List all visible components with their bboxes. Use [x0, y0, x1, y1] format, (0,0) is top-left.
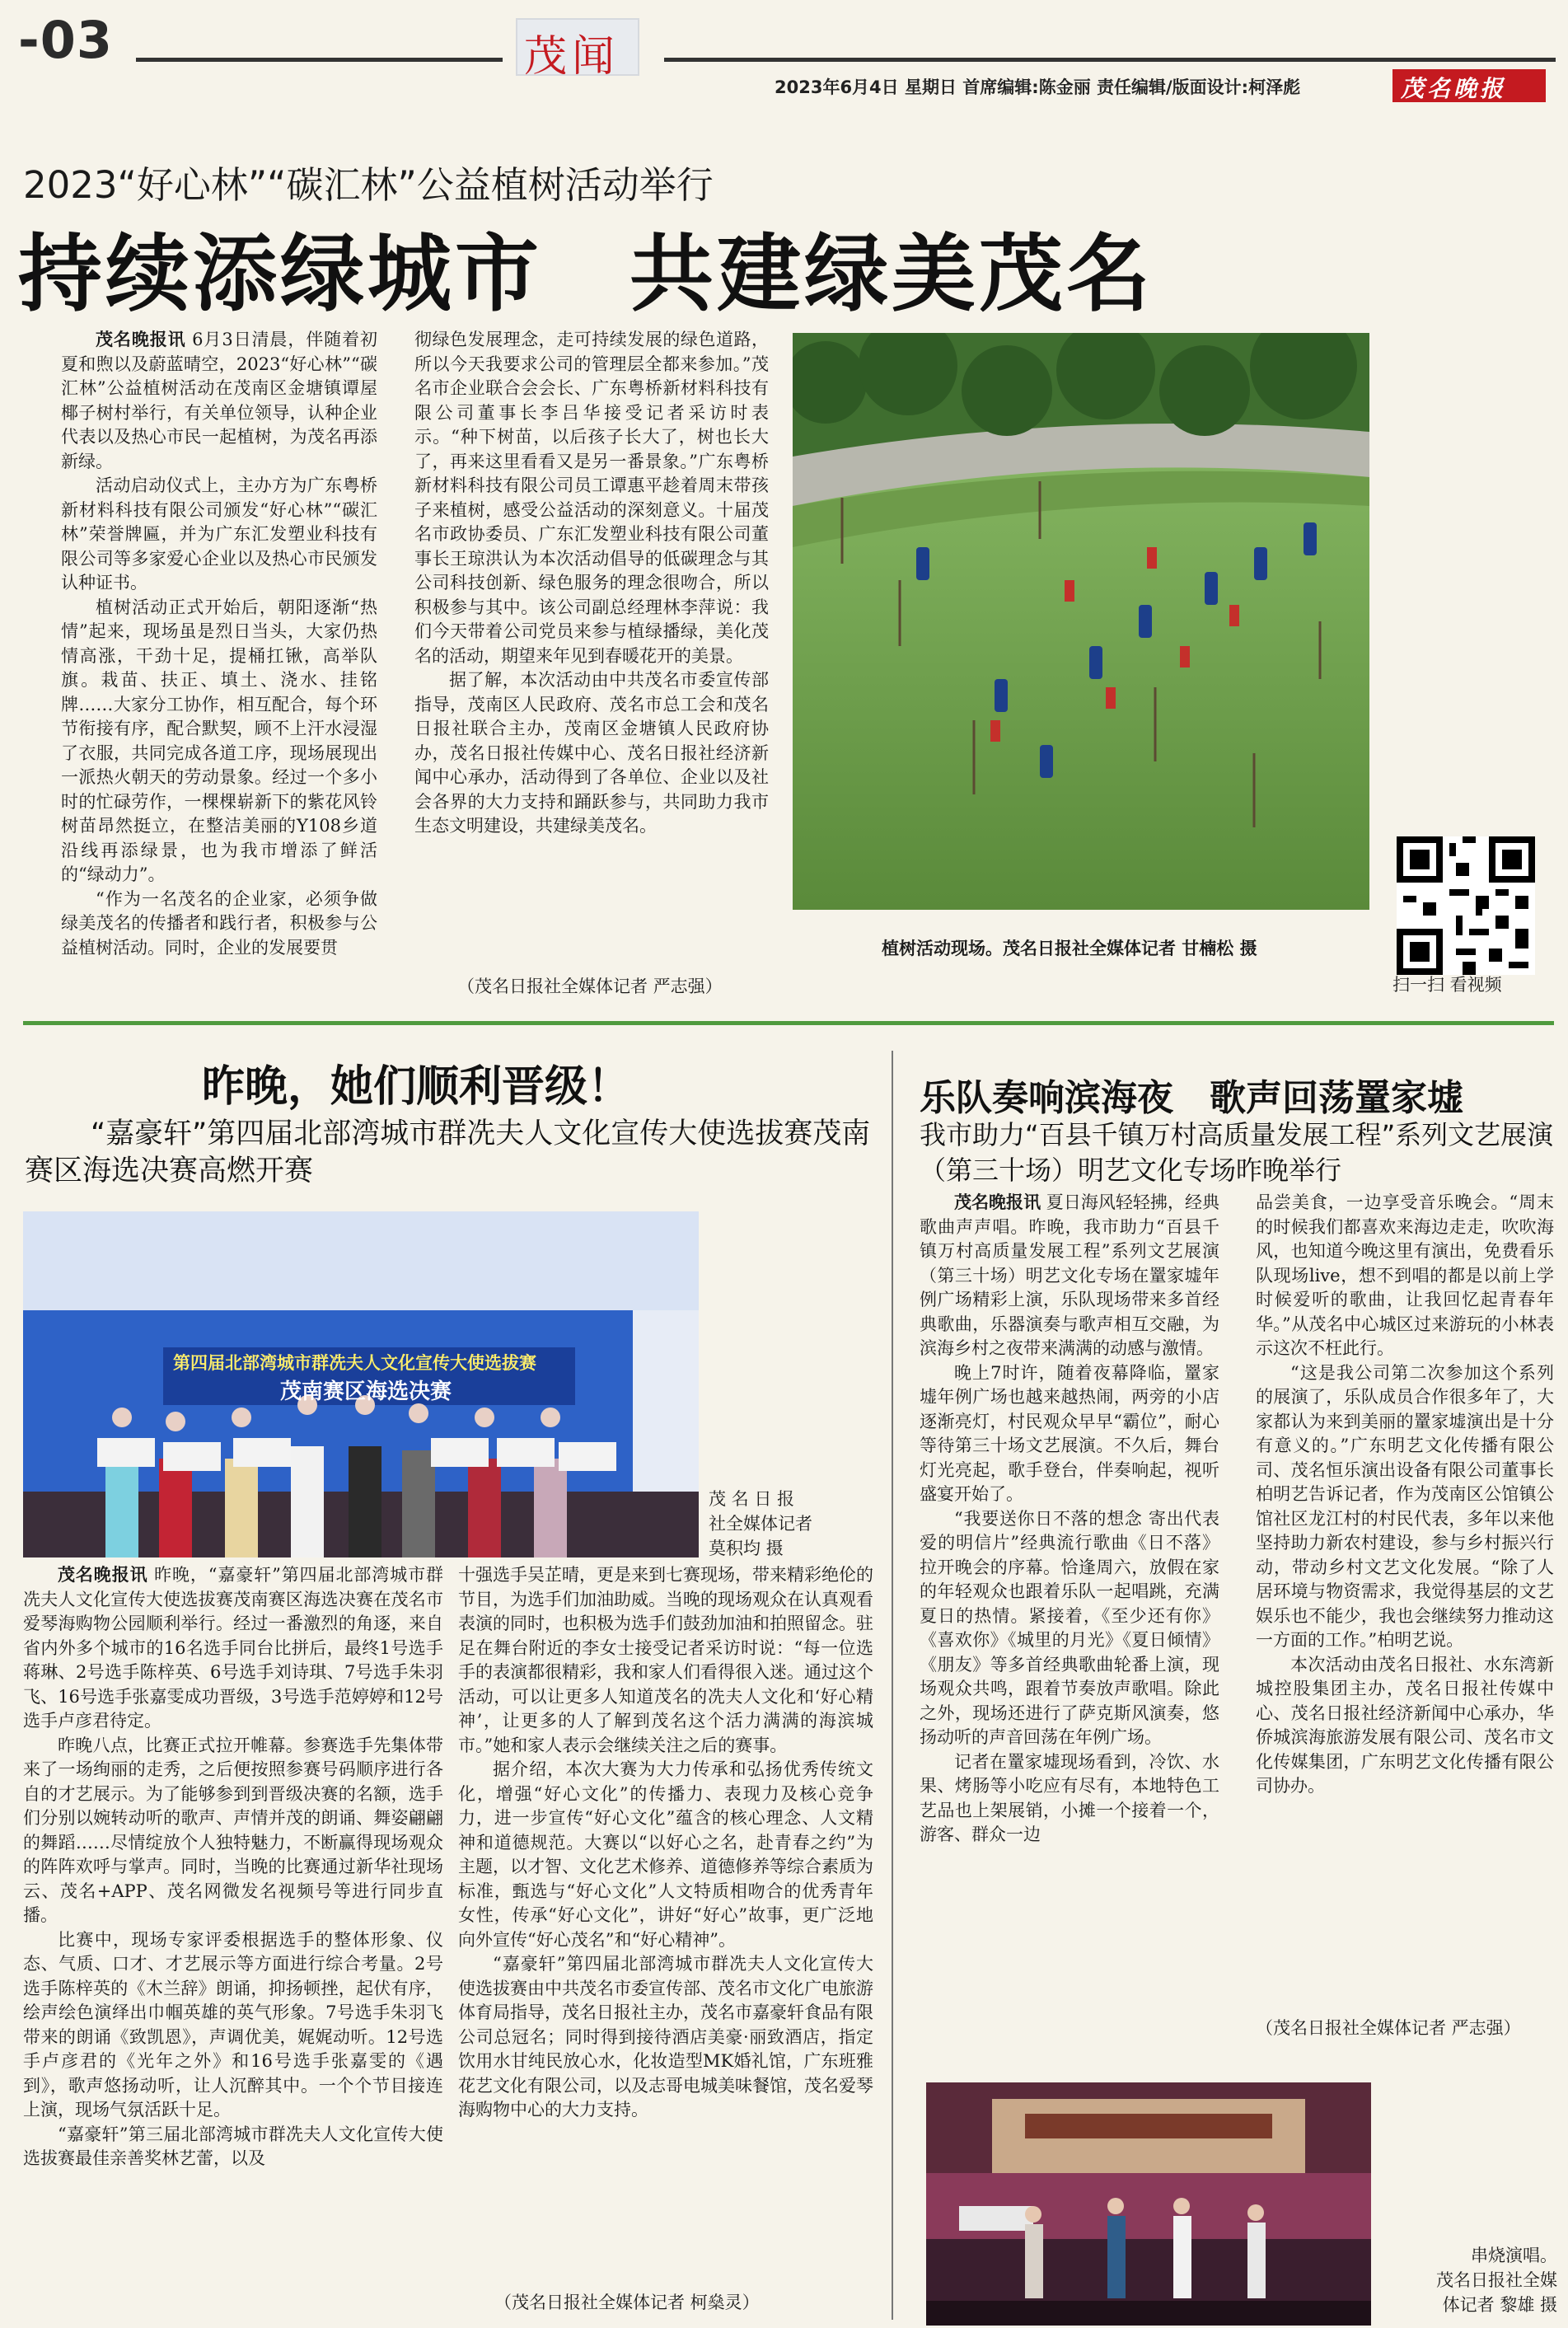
dateline: 茂名晚报讯 — [96, 330, 186, 349]
qr-code[interactable] — [1397, 836, 1535, 975]
paragraph: 活动启动仪式上，主办方为广东粤桥新材料科技有限公司颁发“好心林”“碳汇林”荣誉牌匾，并为广东汇发塑业科技有限公司等多家爱心企业以及热心市民颁发认种证书。 — [61, 475, 377, 593]
section-title: 茂闻 — [524, 32, 620, 82]
paragraph: 比赛中，现场专家评委根据选手的整体形象、仪态、气质、口才、才艺展示等方面进行综合考量。2号选手陈梓英的《木兰辞》朗诵，抑扬顿挫，起伏有序，绘声绘色演绎出巾帼英雄的英气形象。7号选手朱羽飞带来的朗诵《致凯恩》，声调优美，娓娓动听。12号选手卢彦君的《光年之外》和16号选手张嘉雯的《遇到》，歌声悠扬动听，让人沉醉其中。一个个节目接连上演，现场气氛活跃十足。 — [23, 1929, 443, 2120]
dateline: 茂名晚报讯 — [954, 1192, 1041, 1212]
paragraph: “我要送你日不落的想念 寄出代表爱的明信片”经典流行歌曲《日不落》拉开晚会的序幕。恰逢周六，放假在家的年轻观众也跟着乐队一起唱跳，充满夏日的热情。紧接着，《至少还有你》《喜欢你》《城里的月光》《夏日倾情》《朋友》等多首经典歌曲轮番上演，现场观众共鸣，跟着节奏放声歌唱。除此之外，现场还进行了萨克斯风演奏，悠扬动听的声音回荡在年例广场。 — [920, 1508, 1219, 1747]
paragraph: 记者在罿家墟现场看到，冷饮、水果、烤肠等小吃应有尽有，本地特色工艺品也上架展销，小摊一个接着一个，游客、群众一边 — [920, 1751, 1219, 1844]
article2-headline: 昨晚，她们顺利晋级！ — [202, 1062, 631, 1112]
article3-column-2 — [1256, 1191, 1554, 2015]
paragraph: 昨晚八点，比赛正式拉开帷幕。参赛选手先集体带来了一场绚丽的走秀，之后便按照参赛号码顺序进行各自的才艺展示。为了能够参到到晋级决赛的名额，选手们分别以婉转动听的歌声、声情并茂的朗诵、舞姿翩翩的舞蹈……尽情绽放个人独特魅力，不断赢得现场观众的阵阵欢呼与掌声。同时，当晚的比赛通过新华社现场云、茂名+APP、茂名网微发名视频号等进行同步直播。 — [23, 1735, 443, 1925]
article1-column-2 — [414, 328, 769, 971]
paragraph: 夏日海风轻轻拂，经典歌曲声声唱。昨晚，我市助力“百县千镇万村高质量发展工程”系列文艺展演（第三十场）明艺文化专场在罿家墟年例广场精彩上演，乐队现场带来多首经典歌曲，乐器演奏与歌声相互交融，为滨海乡村之夜带来满满的动感与激情。 — [920, 1192, 1219, 1358]
issue-info: 2023年6月4日 星期日 首席编辑:陈金丽 责任编辑/版面设计:柯泽彪 — [775, 77, 1301, 97]
planting-photo — [793, 333, 1369, 910]
paragraph: 十强选手吴芷晴，更是来到七赛现场，带来精彩绝伦的节目，为选手们加油助威。当晚的现场观众在认真观看表演的同时，也积极为选手们鼓劲加油和拍照留念。驻足在舞台附近的李女士接受记者采访时说：“每一位选手的表演都很精彩，我和家人们看得很入迷。通过这个活动，可以让更多人知道茂名的冼夫人文化和‘好心精神’，让更多的人了解到茂名这个活力满满的海滨城市。”她和家人表示会继续关注之后的赛事。 — [458, 1565, 873, 1755]
paragraph: 6月3日清晨，伴随着初夏和煦以及蔚蓝晴空，2023“好心林”“碳汇林”公益植树活动在茂南区金塘镇谭屋椰子树村举行，有关单位领导，认种企业代表以及热心市民一起植树，为茂名再添新绿。 — [61, 330, 377, 471]
masthead-text: 茂名晚报 — [1401, 75, 1507, 102]
section-divider — [23, 1021, 1554, 1025]
band-photo-caption — [1392, 2243, 1557, 2317]
page-number: -03 — [18, 10, 114, 70]
paragraph: “这是我公司第二次参加这个系列的展演了，乐队成员合作很多年了，大家都认为来到美丽的罿家墟演出是十分有意义的。”广东明艺文化传播有限公司、茂名恒乐演出设备有限公司董事长柏明艺告诉记者，作为茂南区公馆镇公馆社区龙江村的村民代表，多年以来他坚持助力新农村建设，参与乡村振兴行动，带动乡村文艺文化发展。“除了人居环境与物资需求，我觉得基层的文艺娱乐也不能少，我也会继续努力推动这一方面的工作。”柏明艺说。 — [1256, 1362, 1554, 1650]
article2-byline: （茂名日报社全媒体记者 柯燊灵） — [494, 2293, 760, 2312]
caption-line: 串烧演唱。 — [1471, 2246, 1557, 2265]
paragraph: 据了解，本次活动由中共茂名市委宣传部指导，茂南区人民政府、茂名市总工会和茂名日报社联合主办，茂南区金塘镇人民政府协办，茂名日报社传媒中心、茂名日报社经济新闻中心承办，活动得到了各单位、企业以及社会各界的大力支持和踊跃参与，共同助力我市生态文明建设，共建绿美茂名。 — [414, 670, 769, 836]
paragraph: “嘉豪轩”第三届北部湾城市群冼夫人文化宣传大使选拔赛最佳亲善奖林艺蕾，以及 — [23, 2124, 443, 2168]
paragraph: 昨晚，“嘉豪轩”第四届北部湾城市群冼夫人文化宣传大使选拔赛茂南赛区海选决赛在茂名市爱琴海购物公园顺利举行。经过一番激烈的角逐，来自省内外多个城市的16名选手同台比拼后，最终1号选手蒋琳、2号选手陈梓英、6号选手刘诗琪、7号选手朱羽飞、16号选手张嘉雯成功晋级，3号选手范婷婷和12号选手卢彦君待定。 — [23, 1565, 443, 1731]
pageant-banner-title: 第四届北部湾城市群冼夫人文化宣传大使选拔赛 — [173, 1353, 536, 1373]
paragraph: 本次活动由茂名日报社、水东湾新城控股集团主办，茂名日报社传媒中心、茂名日报社经济新闻中心承办，华侨城滨海旅游发展有限公司、茂名市文化传媒集团，广东明艺文化传播有限公司协办。 — [1256, 1654, 1554, 1796]
planting-photo-caption: 植树活动现场。茂名日报社全媒体记者 甘楠松 摄 — [882, 939, 1257, 958]
header-rule-left — [136, 58, 503, 62]
article1-headline: 持续添绿城市 共建绿美茂名 — [18, 226, 1154, 324]
caption-line: 茂 名 日 报 — [709, 1489, 795, 1509]
paragraph: 晚上7时许，随着夜幕降临，罿家墟年例广场也越来越热闹，两旁的小店逐渐亮灯，村民观众早早“霸位”，耐心等待第三十场文艺展演。不久后，舞台灯光亮起，歌手登台，伴奏响起，视听盛宴开始了。 — [920, 1362, 1219, 1504]
paragraph: 植树活动正式开始后，朝阳逐渐“热情”起来，现场虽是烈日当头，大家仍热情高涨，干劲十足，提桶扛锹，高举队旗。栽苗、扶正、填土、浇水、挂铭牌……大家分工协作，相互配合，每个环节衔接有序，配合默契，顾不上汗水浸湿了衣服，共同完成各道工序，现场展现出一派热火朝天的劳动景象。经过一个多小时的忙碌劳作，一棵棵崭新下的紫花风铃树苗昂然挺立，在整洁美丽的Y108乡道沿线再添绿景，也为我市增添了鲜活的“绿动力”。 — [61, 597, 377, 884]
paragraph: “嘉豪轩”第四届北部湾城市群冼夫人文化宣传大使选拔赛由中共茂名市委宣传部、茂名市文化广电旅游体育局指导，茂名日报社主办，茂名市嘉豪轩食品有限公司总冠名；同时得到接待酒店美豪·丽致酒店，指定饮用水甘纯民放心水，化妆造型MK婚礼馆，广东班雅花艺文化有限公司，以及志哥电城美味餐馆，茂名爱琴海购物中心的大力支持。 — [458, 1954, 873, 2120]
article3-byline: （茂名日报社全媒体记者 严志强） — [1256, 2018, 1521, 2038]
article2-subhead: “嘉豪轩”第四届北部湾城市群冼夫人文化宣传大使选拔赛茂南赛区海选决赛高燃开赛 — [25, 1117, 871, 1187]
caption-line: 茂名日报社全媒 — [1436, 2270, 1557, 2290]
article2-column-1 — [23, 1563, 443, 2326]
article3-subhead: 我市助力“百县千镇万村高质量发展工程”系列文艺展演（第三十场）明艺文化专场昨晚举行 — [920, 1119, 1554, 1186]
caption-line: 社全媒体记者 — [709, 1514, 812, 1534]
paragraph: 品尝美食，一边享受音乐晚会。“周末的时候我们都喜欢来海边走走，吹吹海风，也知道今晚这里有演出，免费看乐队现场live，想不到唱的都是以前上学时候爱听的歌曲，让我回忆起青春年华。”从茂名中心城区过来游玩的小林表示这次不枉此行。 — [1256, 1192, 1554, 1358]
qr-caption: 扫一扫 看视频 — [1392, 975, 1502, 995]
header-rule-right — [664, 58, 1556, 62]
article1-column-1 — [61, 328, 377, 987]
column-divider — [892, 1051, 893, 2320]
band-photo — [926, 2082, 1371, 2326]
article1-kicker: 2023“好心林”“碳汇林”公益植树活动举行 — [23, 163, 714, 207]
caption-line: 体记者 黎雄 摄 — [1442, 2295, 1557, 2315]
paragraph: 彻绿色发展理念，走可持续发展的绿色道路，所以今天我要求公司的管理层全都来参加。”茂名市企业联合会会长、广东粤桥新材料科技有限公司董事长李吕华接受记者采访时表示。“种下树苗，以后孩子长大了，树也长大了，再来这里看看又是另一番景象。”广东粤桥新材料科技有限公司员工谭惠平趁着周末带孩子来植树，感受公益活动的深刻意义。十届茂名市政协委员、广东汇发塑业科技有限公司董事长王琼洪认为本次活动倡导的低碳理念与其公司科技创新、绿色服务的理念很吻合，所以积极参与其中。该公司副总经理林李萍说：我们今天带着公司党员来参与植绿播绿，美化茂名的活动，期望来年见到春暖花开的美景。 — [414, 330, 769, 666]
pageant-photo-caption — [709, 1487, 873, 1561]
article1-byline: （茂名日报社全媒体记者 严志强） — [457, 977, 723, 996]
caption-line: 莫积均 摄 — [709, 1539, 784, 1558]
pageant-banner-subtitle: 茂南赛区海选决赛 — [280, 1379, 452, 1404]
dateline: 茂名晚报讯 — [58, 1565, 148, 1585]
paragraph: 据介绍，本次大赛为大力传承和弘扬优秀传统文化，增强“好心文化”的传播力、表现力及核心竞争力，进一步宣传“好心文化”蕴含的核心理念、人文精神和道德规范。大赛以“以好心之名，赴青春之约”为主题，以才智、文化艺术修养、道德修养等综合素质为标准，甄选与“好心文化”人文特质相吻合的优秀青年女性，传承“好心文化”，讲好“好心”故事，更广泛地向外宣传“好心茂名”和“好心精神”。 — [458, 1759, 873, 1950]
article3-headline: 乐队奏响滨海夜 歌声回荡罿家墟 — [920, 1077, 1463, 1119]
article2-column-2 — [458, 1563, 873, 2280]
paragraph: “作为一名茂名的企业家，必须争做绿美茂名的传播者和践行者，积极参与公益植树活动。同时，企业的发展要贯 — [61, 888, 377, 958]
